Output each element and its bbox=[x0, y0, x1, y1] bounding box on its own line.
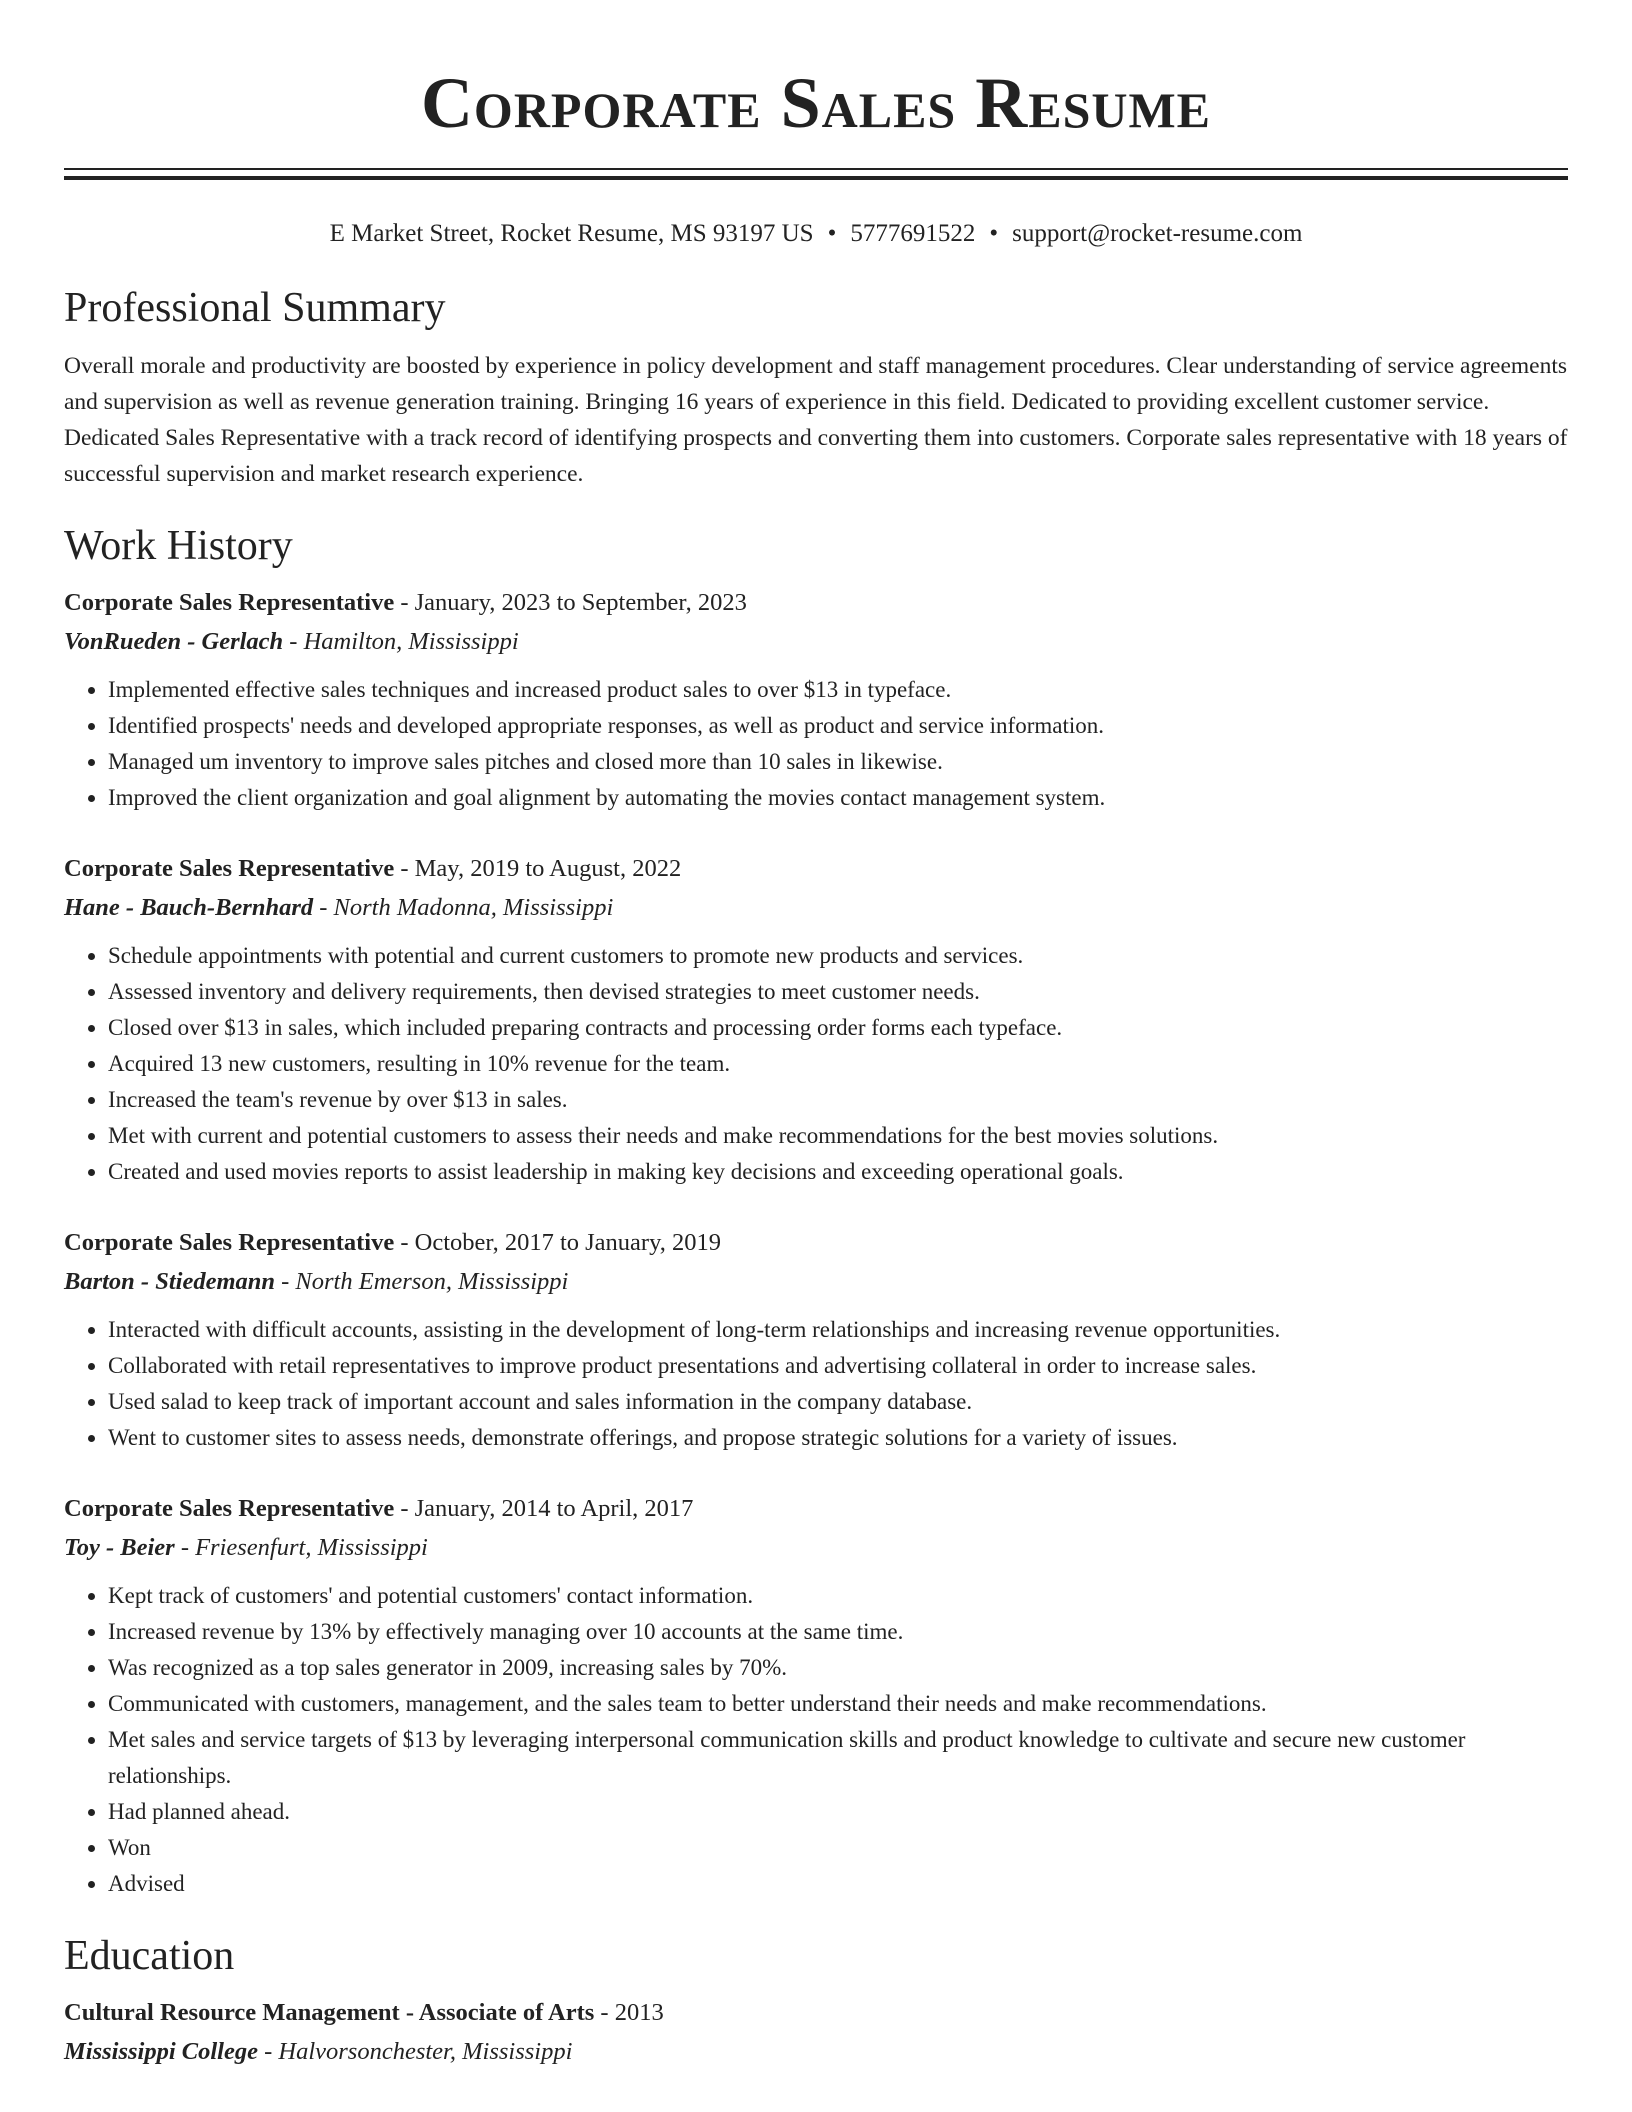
job-entry bbox=[64, 1490, 1568, 1902]
job-bullet-list bbox=[64, 938, 1568, 1190]
job-bullet-list bbox=[64, 1578, 1568, 1902]
job-title: Corporate Sales Representative bbox=[64, 1495, 395, 1522]
job-bullet: • Advised bbox=[108, 1866, 1568, 1902]
school-name: Mississippi College bbox=[64, 2038, 258, 2065]
job-bullet: • Closed over $13 in sales, which included preparing contracts and processing order forms each typeface. bbox=[108, 1010, 1568, 1046]
employer-line bbox=[64, 622, 1568, 662]
contact-address: E Market Street, Rocket Resume, MS 93197 US bbox=[329, 220, 814, 247]
job-bullet: • Had planned ahead. bbox=[108, 1794, 1568, 1830]
job-bullet: • Went to customer sites to assess needs, demonstrate offerings, and propose strategic solutions for a variety of issues. bbox=[108, 1420, 1568, 1456]
job-dates: - January, 2014 to April, 2017 bbox=[400, 1495, 694, 1522]
contact-separator: • bbox=[827, 220, 837, 247]
school-line bbox=[64, 2032, 1568, 2072]
job-bullet: • Acquired 13 new customers, resulting in 10% revenue for the team. bbox=[108, 1046, 1568, 1082]
job-title-line bbox=[64, 1224, 1568, 1262]
job-bullet: • Schedule appointments with potential and current customers to promote new products and services. bbox=[108, 938, 1568, 974]
job-title-line bbox=[64, 850, 1568, 888]
summary-text: Overall morale and productivity are boosted by experience in policy development and staff management procedures. Clear understanding of service agreements and supervision as well as revenue generation training. Bringing 16 years of experience in this field. Dedicated to providing excellent customer service. Dedicated Sales Representative with a track record of identifying prospects and converting them into customers. Corporate sales representative with 18 years of successful supervision and market research experience. bbox=[64, 353, 1568, 487]
school-location: - Halvorsonchester, Mississippi bbox=[264, 2038, 573, 2065]
job-title: Corporate Sales Representative bbox=[64, 589, 395, 616]
job-bullet: • Used salad to keep track of important account and sales information in the company database. bbox=[108, 1384, 1568, 1420]
job-bullet: • Increased the team's revenue by over $13 in sales. bbox=[108, 1082, 1568, 1118]
employer-line bbox=[64, 888, 1568, 928]
resume-title: Corporate Sales Resume bbox=[420, 63, 1212, 143]
work-history-list bbox=[64, 584, 1568, 1902]
job-bullet: • Met with current and potential customers to assess their needs and make recommendations for the best movies solutions. bbox=[108, 1118, 1568, 1154]
title-divider bbox=[64, 168, 1568, 180]
contact-email: support@rocket-resume.com bbox=[1012, 220, 1303, 247]
employer-name: Toy - Beier bbox=[64, 1534, 175, 1561]
degree-name: Cultural Resource Management - Associate of Arts bbox=[64, 1999, 595, 2026]
job-bullet: • Communicated with customers, management, and the sales team to better understand their needs and make recommendations. bbox=[108, 1686, 1568, 1722]
employer-location: - North Emerson, Mississippi bbox=[281, 1268, 569, 1295]
employer-line bbox=[64, 1262, 1568, 1302]
job-bullet: • Managed um inventory to improve sales pitches and closed more than 10 sales in likewise. bbox=[108, 744, 1568, 780]
work-history-heading: Work History bbox=[64, 523, 293, 569]
job-bullet-list bbox=[64, 672, 1568, 816]
job-entry bbox=[64, 584, 1568, 816]
job-bullet: • Won bbox=[108, 1830, 1568, 1866]
job-bullet: • Implemented effective sales techniques and increased product sales to over $13 in typeface. bbox=[108, 672, 1568, 708]
job-entry bbox=[64, 850, 1568, 1190]
employer-name: Barton - Stiedemann bbox=[64, 1268, 276, 1295]
job-bullet: • Met sales and service targets of $13 by leveraging interpersonal communication skills and product knowledge to cultivate and secure new customer relationships. bbox=[108, 1722, 1568, 1794]
employer-name: Hane - Bauch-Bernhard bbox=[64, 894, 314, 921]
job-bullet: • Identified prospects' needs and developed appropriate responses, as well as product and service information. bbox=[108, 708, 1568, 744]
education-heading: Education bbox=[64, 1933, 235, 1979]
job-bullet: • Improved the client organization and goal alignment by automating the movies contact management system. bbox=[108, 780, 1568, 816]
employer-line bbox=[64, 1528, 1568, 1568]
education-entry bbox=[64, 1994, 1568, 2072]
job-bullet: • Increased revenue by 13% by effectively managing over 10 accounts at the same time. bbox=[108, 1614, 1568, 1650]
contact-separator: • bbox=[989, 220, 999, 247]
contact-phone: 5777691522 bbox=[850, 220, 976, 247]
job-title-line bbox=[64, 1490, 1568, 1528]
employer-location: - Hamilton, Mississippi bbox=[289, 628, 519, 655]
employer-name: VonRueden - Gerlach bbox=[64, 628, 284, 655]
education-list bbox=[64, 1994, 1568, 2072]
job-entry bbox=[64, 1224, 1568, 1456]
job-bullet: • Created and used movies reports to assist leadership in making key decisions and exceeding operational goals. bbox=[108, 1154, 1568, 1190]
job-bullet: • Interacted with difficult accounts, assisting in the development of long-term relationships and increasing revenue opportunities. bbox=[108, 1312, 1568, 1348]
job-bullet-list bbox=[64, 1312, 1568, 1456]
summary-heading: Professional Summary bbox=[64, 285, 446, 331]
degree-year: - 2013 bbox=[600, 1999, 664, 2026]
employer-location: - Friesenfurt, Mississippi bbox=[180, 1534, 428, 1561]
job-dates: - October, 2017 to January, 2019 bbox=[400, 1229, 721, 1256]
degree-line bbox=[64, 1994, 1568, 2032]
job-title-line bbox=[64, 584, 1568, 622]
job-bullet: • Kept track of customers' and potential customers' contact information. bbox=[108, 1578, 1568, 1614]
job-dates: - January, 2023 to September, 2023 bbox=[400, 589, 747, 616]
job-bullet: • Was recognized as a top sales generator in 2009, increasing sales by 70%. bbox=[108, 1650, 1568, 1686]
job-title: Corporate Sales Representative bbox=[64, 855, 395, 882]
employer-location: - North Madonna, Mississippi bbox=[319, 894, 614, 921]
job-dates: - May, 2019 to August, 2022 bbox=[400, 855, 682, 882]
job-bullet: • Collaborated with retail representatives to improve product presentations and advertising collateral in order to increase sales. bbox=[108, 1348, 1568, 1384]
contact-line bbox=[64, 216, 1568, 252]
job-bullet: • Assessed inventory and delivery requirements, then devised strategies to meet customer needs. bbox=[108, 974, 1568, 1010]
job-title: Corporate Sales Representative bbox=[64, 1229, 395, 1256]
